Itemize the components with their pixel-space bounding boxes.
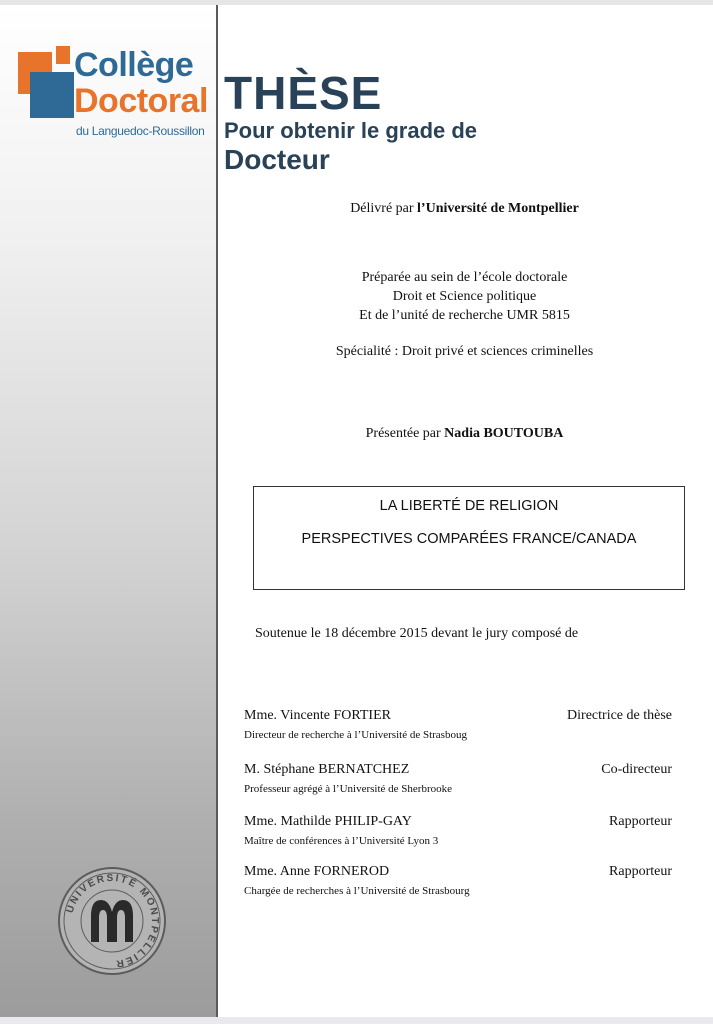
prepared-line-3: Et de l’unité de recherche UMR 5815 <box>359 308 570 323</box>
delivered-university: l’Université de Montpellier <box>417 201 579 216</box>
university-montpellier-seal-icon <box>57 866 167 976</box>
defense-line: Soutenue le 18 décembre 2015 devant le jury composé de <box>255 626 579 641</box>
prepared-line-1: Préparée au sein de l’école doctorale <box>361 270 568 285</box>
jury-affiliation-2: Professeur agrégé à l’Université de Sherbrooke <box>244 783 453 795</box>
jury-role-3: Rapporteur <box>609 814 672 829</box>
jury-name-2: M. Stéphane BERNATCHEZ <box>244 762 410 777</box>
jury-role-2: Co-directeur <box>601 762 672 777</box>
presented-prefix: Présentée par <box>365 426 445 441</box>
jury-name-1: Mme. Vincente FORTIER <box>244 708 391 723</box>
delivered-prefix: Délivré par <box>350 201 418 216</box>
jury-role-1: Directrice de thèse <box>567 708 672 723</box>
page-subtitle-grade: Pour obtenir le grade de <box>224 118 478 143</box>
presented-line <box>216 426 713 442</box>
logo-line-region: du Languedoc-Roussillon <box>76 124 205 138</box>
specialty-line: Spécialité : Droit privé et sciences criminelles <box>335 344 594 359</box>
logo-line-college: Collège <box>74 46 194 84</box>
logo-line-doctoral: Doctoral <box>74 82 208 120</box>
presented-author: Nadia BOUTOUBA <box>444 426 564 441</box>
thesis-title-line-1: LA LIBERTÉ DE RELIGION <box>379 498 559 514</box>
logo-small-orange-square-icon <box>56 46 70 64</box>
thesis-title-box <box>253 486 685 590</box>
jury-name-4: Mme. Anne FORNEROD <box>244 864 390 879</box>
college-doctoral-logo <box>16 44 206 144</box>
seal-text: UNIVERSITÉ MONTPELLIER <box>64 872 161 970</box>
page-subtitle-docteur: Docteur <box>224 144 330 175</box>
jury-affiliation-4: Chargée de recherches à l’Université de Strasbourg <box>244 885 470 897</box>
jury-name-3: Mme. Mathilde PHILIP-GAY <box>244 814 412 829</box>
jury-affiliation-3: Maître de conférences à l’Université Lyon 3 <box>244 835 439 847</box>
page-title: THÈSE <box>224 67 383 119</box>
delivered-line <box>216 201 713 217</box>
bottom-border <box>0 1017 713 1024</box>
logo-blue-square-icon <box>30 72 74 118</box>
jury-role-4: Rapporteur <box>609 864 672 879</box>
prepared-line-2: Droit et Science politique <box>392 289 537 304</box>
thesis-title-line-2: PERSPECTIVES COMPARÉES FRANCE/CANADA <box>301 531 637 547</box>
jury-affiliation-1: Directeur de recherche à l’Université de Strasboug <box>244 729 467 741</box>
